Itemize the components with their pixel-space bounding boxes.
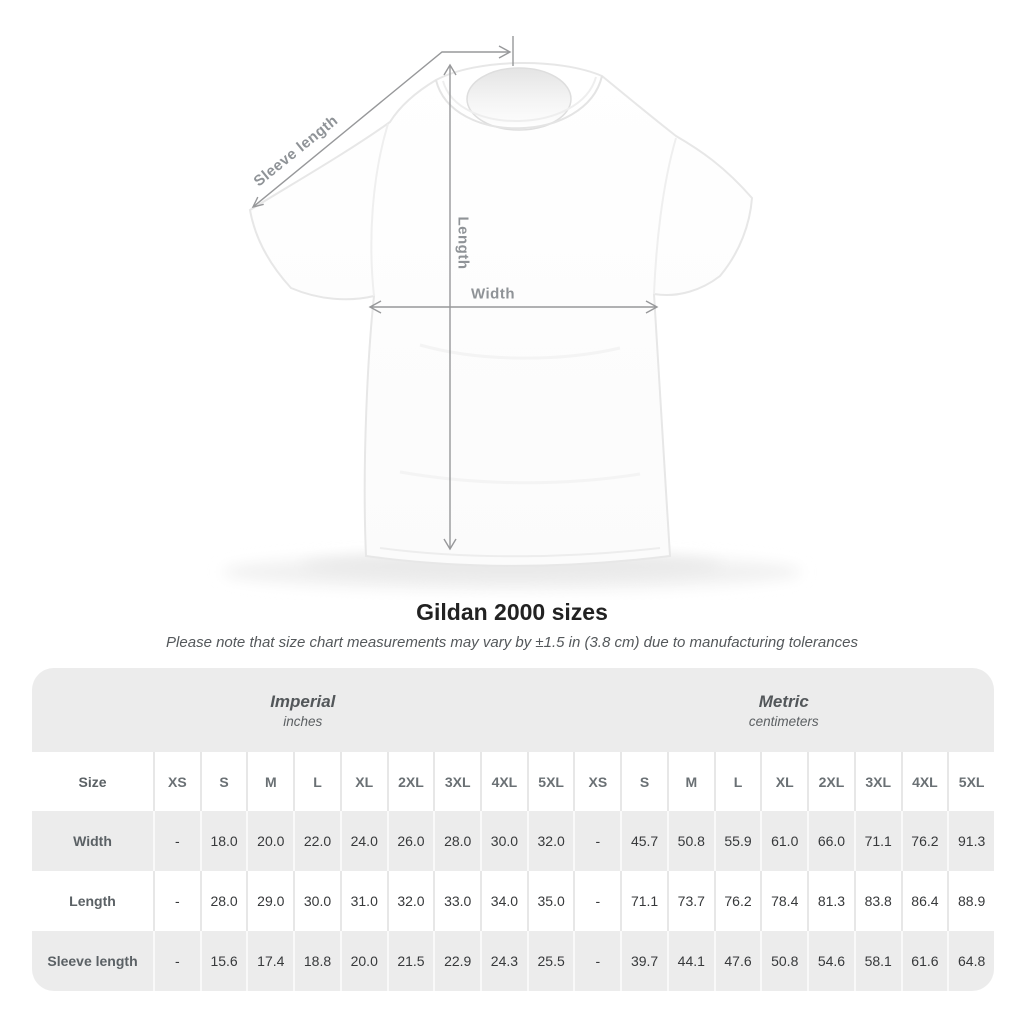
table-cell: - <box>153 811 200 871</box>
table-cell: 50.8 <box>667 811 714 871</box>
row-label: Length <box>69 893 116 909</box>
length-row <box>32 871 994 931</box>
table-cell: 50.8 <box>760 931 807 991</box>
table-cell: 33.0 <box>433 871 480 931</box>
row-label: Sleeve length <box>47 953 138 969</box>
table-cell: 58.1 <box>854 931 901 991</box>
imperial-group-header <box>32 668 574 752</box>
table-cell: 15.6 <box>200 931 247 991</box>
table-cell: 86.4 <box>901 871 948 931</box>
table-cell: 71.1 <box>620 871 667 931</box>
size-col-header: L <box>293 752 340 811</box>
size-col-header: S <box>620 752 667 811</box>
table-cell: 24.0 <box>340 811 387 871</box>
table-cell: 18.8 <box>293 931 340 991</box>
table-cell: 81.3 <box>807 871 854 931</box>
table-cell: 29.0 <box>246 871 293 931</box>
size-col-header: M <box>667 752 714 811</box>
table-cell: 17.4 <box>246 931 293 991</box>
page-title: Gildan 2000 sizes <box>416 599 608 625</box>
size-col-header: 4XL <box>480 752 527 811</box>
size-col-header: 2XL <box>387 752 434 811</box>
imperial-label: Imperial <box>270 691 336 711</box>
size-col-header: XS <box>573 752 620 811</box>
table-cell: 64.8 <box>947 931 994 991</box>
table-cell: 61.6 <box>901 931 948 991</box>
table-cell: 32.0 <box>387 871 434 931</box>
table-cell: 76.2 <box>714 871 761 931</box>
table-cell: 25.5 <box>527 931 574 991</box>
imperial-unit: inches <box>283 713 323 729</box>
table-cell: 20.0 <box>340 931 387 991</box>
size-col-header: M <box>246 752 293 811</box>
table-cell: 39.7 <box>620 931 667 991</box>
table-cell: 71.1 <box>854 811 901 871</box>
table-cell: 28.0 <box>200 871 247 931</box>
size-col-header: XS <box>153 752 200 811</box>
size-col-header: XL <box>340 752 387 811</box>
length-label: Length <box>454 216 472 270</box>
sleeve-length-label: Sleeve length <box>250 111 342 191</box>
size-col-header: 2XL <box>807 752 854 811</box>
table-cell: 78.4 <box>760 871 807 931</box>
table-cell: 30.0 <box>293 871 340 931</box>
table-cell: 24.3 <box>480 931 527 991</box>
table-cell: 22.9 <box>433 931 480 991</box>
size-col-header: 5XL <box>947 752 994 811</box>
table-cell: 28.0 <box>433 811 480 871</box>
table-cell: 45.7 <box>620 811 667 871</box>
table-cell: 30.0 <box>480 811 527 871</box>
size-col-header: XL <box>760 752 807 811</box>
table-cell: 34.0 <box>480 871 527 931</box>
table-cell: - <box>153 871 200 931</box>
size-col-header: 4XL <box>901 752 948 811</box>
table-cell: 76.2 <box>901 811 948 871</box>
table-cell: - <box>153 931 200 991</box>
size-col-header: 3XL <box>854 752 901 811</box>
size-col-header: 3XL <box>433 752 480 811</box>
table-cell: - <box>573 871 620 931</box>
table-cell: 18.0 <box>200 811 247 871</box>
metric-group-header <box>574 668 994 752</box>
table-cell: 88.9 <box>947 871 994 931</box>
metric-unit: centimeters <box>748 713 819 729</box>
metric-label: Metric <box>758 691 809 711</box>
table-cell: - <box>573 931 620 991</box>
size-col-header: S <box>200 752 247 811</box>
table-cell: 91.3 <box>947 811 994 871</box>
sleeve-length-row <box>32 931 994 991</box>
table-cell: 47.6 <box>714 931 761 991</box>
width-label: Width <box>470 285 516 303</box>
table-cell: 35.0 <box>527 871 574 931</box>
size-col-header: L <box>714 752 761 811</box>
table-cell: 31.0 <box>340 871 387 931</box>
width-row <box>32 811 994 871</box>
unit-header-band <box>32 668 994 752</box>
table-cell: 44.1 <box>667 931 714 991</box>
table-cell: 54.6 <box>807 931 854 991</box>
table-cell: 61.0 <box>760 811 807 871</box>
size-corner-header: Size <box>78 773 107 790</box>
table-cell: 66.0 <box>807 811 854 871</box>
table-cell: 55.9 <box>714 811 761 871</box>
row-label: Width <box>73 833 112 849</box>
table-cell: 22.0 <box>293 811 340 871</box>
table-cell: 32.0 <box>527 811 574 871</box>
table-cell: 20.0 <box>246 811 293 871</box>
size-col-header: 5XL <box>527 752 574 811</box>
size-header-row <box>32 752 994 811</box>
table-cell: 26.0 <box>387 811 434 871</box>
tolerance-note: Please note that size chart measurements may vary by ±1.5 in (3.8 cm) due to manufacturing tolerances <box>166 634 858 651</box>
size-table <box>32 668 994 991</box>
table-cell: 83.8 <box>854 871 901 931</box>
table-cell: 21.5 <box>387 931 434 991</box>
table-cell: 73.7 <box>667 871 714 931</box>
table-cell: - <box>573 811 620 871</box>
